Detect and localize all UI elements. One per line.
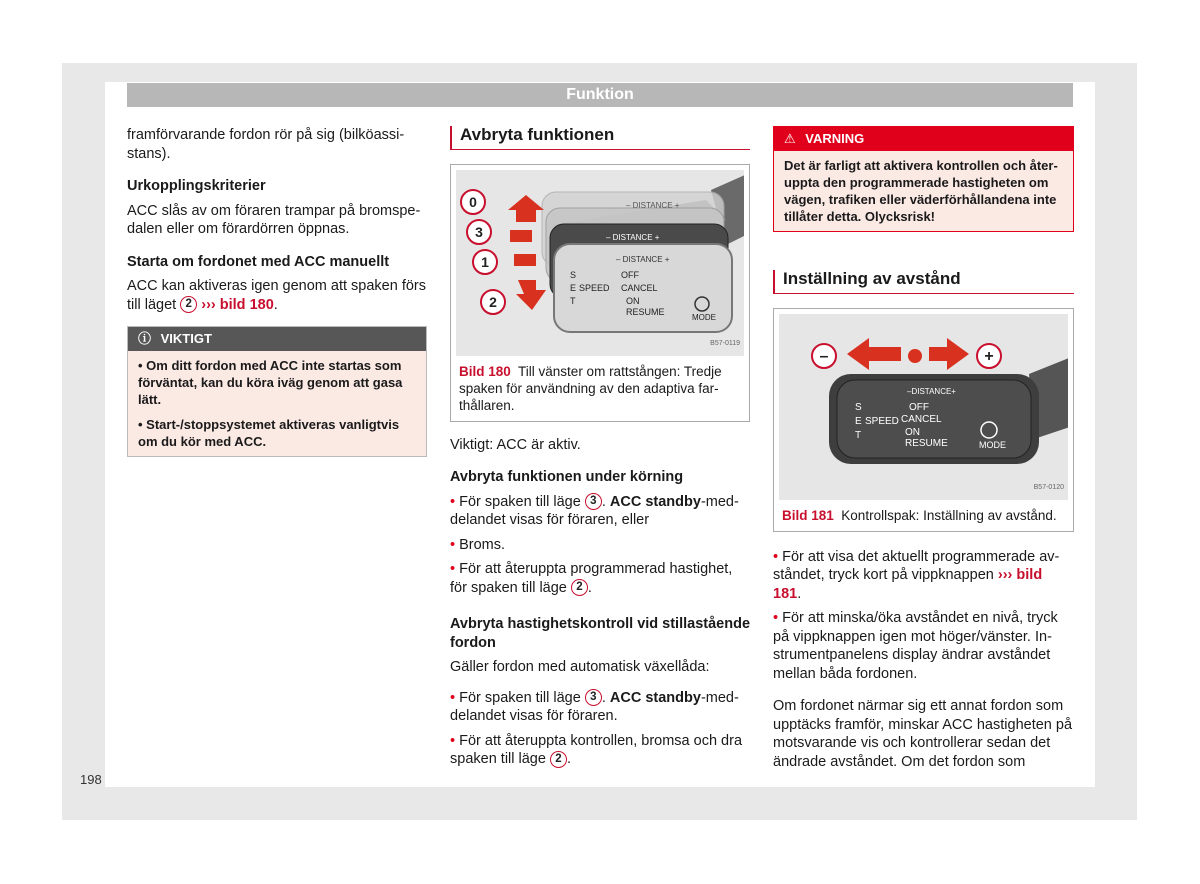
paragraph-automatisk: Gäller fordon med automatisk växellåda: bbox=[450, 659, 710, 675]
svg-text:S: S bbox=[570, 269, 577, 280]
svg-text:CANCEL: CANCEL bbox=[901, 413, 942, 425]
section-header: Funktion bbox=[127, 83, 1073, 107]
column-right bbox=[773, 126, 1074, 783]
svg-text:– DISTANCE +: – DISTANCE + bbox=[626, 200, 680, 210]
important-title: VIKTIGT bbox=[160, 331, 212, 346]
list-item: • För att återuppta programmerad hastighet, för spaken till läge 2 . bbox=[450, 561, 733, 596]
paragraph-approach: Om fordonet närmar sig ett annat fordon som upptäcks framför, minskar ACC hastigheten på motsvarande vis och kontrollerar sedan det ändrade avståndet. Om det fordon som bbox=[773, 698, 1073, 770]
figure-code: B57-0119 bbox=[710, 340, 740, 347]
warning-body: Det är farligt att aktivera kontrollen och åter-uppta den programmerade hastigheten om vägen, trafiken eller väderförhållandena inte tillåter detta. Olycksrisk! bbox=[774, 151, 1073, 231]
paragraph-urkoppling: ACC slås av om föraren trampar på bromspe-dalen eller om förardörren öppnas. bbox=[127, 202, 421, 237]
position-1-marker-shape bbox=[514, 254, 536, 266]
important-item: • Start-/stoppsystemet aktiveras vanligtvis om du kör med ACC. bbox=[138, 417, 400, 449]
column-left bbox=[127, 126, 427, 457]
svg-text:–: – bbox=[819, 347, 829, 365]
svg-text:OFF: OFF bbox=[621, 269, 639, 280]
lever-illustration bbox=[456, 170, 744, 356]
list-item: • För att minska/öka avståndet en nivå, tryck på vippknappen igen mot höger/vänster. In-strumentpanelens display ändrar avståndet mellan båda fordonen. bbox=[773, 610, 1058, 682]
figure-180-image bbox=[456, 170, 744, 356]
svg-text:– DISTANCE +: – DISTANCE + bbox=[606, 232, 660, 242]
svg-text:–DISTANCE+: –DISTANCE+ bbox=[907, 386, 956, 396]
svg-text:+: + bbox=[984, 347, 994, 365]
list-item: • För spaken till läge 3 . ACC standby-med-delandet visas för föraren, eller bbox=[450, 493, 739, 528]
heading-under-korning: Avbryta funktionen under körning bbox=[450, 469, 684, 485]
svg-text:– DISTANCE +: – DISTANCE + bbox=[616, 254, 670, 264]
heading-urkoppling: Urkopplingskriterier bbox=[127, 178, 266, 194]
figure-link-arrow[interactable]: ››› bbox=[997, 567, 1013, 583]
warning-icon: ⚠ bbox=[784, 131, 796, 146]
important-item: • Om ditt fordon med ACC inte startas som förväntat, kan du köra iväg genom att gasa lätt. bbox=[138, 358, 403, 407]
svg-text:3: 3 bbox=[475, 223, 483, 240]
svg-text:T: T bbox=[855, 429, 862, 441]
figure-link[interactable]: bild 181 bbox=[773, 567, 1043, 602]
svg-text:2: 2 bbox=[489, 293, 497, 310]
svg-text:0: 0 bbox=[469, 193, 477, 210]
list-item: • Broms. bbox=[450, 536, 506, 553]
section-title-avbryta: Avbryta funktionen bbox=[450, 126, 750, 150]
intro-paragraph: framförvarande fordon rör på sig (bilköassi-stans). bbox=[127, 127, 405, 162]
info-icon: ⓘ bbox=[138, 331, 152, 346]
list-item: • För att visa det aktuellt programmerade av-ståndet, tryck kort på vippknappen ››› bild 181. bbox=[773, 548, 1060, 602]
figure-code: B57-0120 bbox=[1033, 484, 1064, 491]
important-box bbox=[127, 326, 427, 457]
paragraph-starta-om: ACC kan aktiveras igen genom att spaken förs till läget 2 ››› bild 180. bbox=[127, 278, 427, 313]
svg-text:T: T bbox=[570, 295, 576, 306]
figure-link[interactable]: bild 180 bbox=[219, 296, 274, 313]
position-marker: 2 bbox=[180, 296, 197, 313]
svg-text:RESUME: RESUME bbox=[905, 437, 948, 449]
warning-header bbox=[774, 127, 1073, 151]
column-middle bbox=[450, 126, 750, 775]
warning-box bbox=[773, 126, 1074, 232]
svg-text:CANCEL: CANCEL bbox=[621, 282, 658, 293]
svg-text:S: S bbox=[855, 401, 862, 413]
svg-text:MODE: MODE bbox=[692, 312, 716, 322]
position-3-marker-shape bbox=[510, 230, 532, 242]
important-header bbox=[128, 327, 426, 351]
figure-181-image bbox=[779, 314, 1068, 500]
list-item: • För att återuppta kontrollen, bromsa och dra spaken till läge 2 . bbox=[450, 732, 743, 767]
lever-illustration bbox=[779, 314, 1068, 500]
svg-text:ON: ON bbox=[905, 426, 920, 438]
figure-180-caption: Bild 180 Till vänster om rattstången: Tredje spaken för användning av den adaptiva far-thållaren. bbox=[459, 363, 722, 413]
heading-stillastaende: Avbryta hastighetskontroll vid stillastående fordon bbox=[450, 616, 751, 651]
important-body bbox=[128, 351, 426, 456]
svg-text:MODE: MODE bbox=[979, 439, 1006, 450]
figure-link-arrow[interactable]: ››› bbox=[201, 296, 216, 313]
svg-text:ON: ON bbox=[626, 295, 640, 306]
svg-text:1: 1 bbox=[481, 253, 489, 270]
heading-starta-om: Starta om fordonet med ACC manuellt bbox=[127, 253, 390, 270]
warning-title: VARNING bbox=[805, 131, 865, 146]
list-item: • För spaken till läge 3 . ACC standby-med-delandet visas för föraren. bbox=[450, 689, 739, 724]
figure-180 bbox=[450, 164, 750, 422]
page-number: 198 bbox=[80, 772, 102, 787]
figure-181-caption: Bild 181 Kontrollspak: Inställning av avstånd. bbox=[782, 507, 1057, 523]
section-title-avstand: Inställning av avstånd bbox=[773, 270, 1074, 294]
figure-181 bbox=[773, 308, 1074, 532]
svg-text:SPEED: SPEED bbox=[579, 282, 610, 293]
svg-text:E: E bbox=[855, 415, 862, 427]
note-acc-active: Viktigt: ACC är aktiv. bbox=[450, 436, 581, 453]
svg-text:E: E bbox=[570, 282, 577, 293]
svg-text:SPEED: SPEED bbox=[865, 415, 899, 427]
svg-text:RESUME: RESUME bbox=[626, 306, 665, 317]
svg-text:OFF: OFF bbox=[909, 401, 929, 413]
